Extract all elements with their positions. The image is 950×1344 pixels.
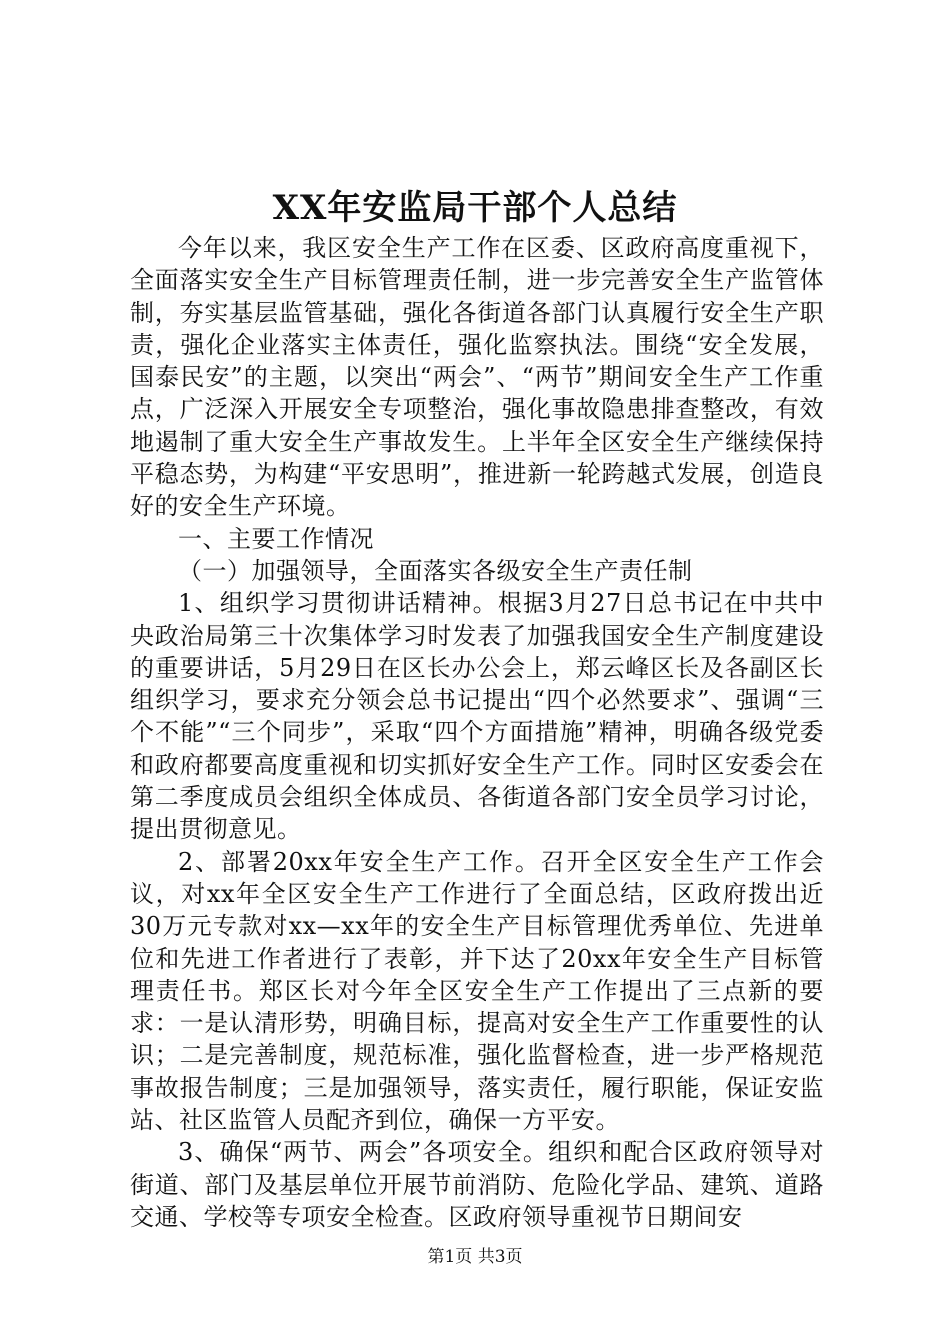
item-paragraph-2: 2、部署20xx年安全生产工作。召开全区安全生产工作会议，对xx年全区安全生产工作进行了全面总结，区政府拨出近30万元专款对xx—xx年的安全生产目标管理优秀单位、先进单位和先进工作者进行了表彰，并下达了20xx年安全生产目标管理责任书。郑区长对今年全区安全生产工作提出了三点新的要求：一是认清形势，明确目标，提高对安全生产工作重要性的认识；二是完善制度，规范标准，强化监督检查，进一步严格规范事故报告制度；三是加强领导，落实责任，履行职能，保证安监站、社区监管人员配齐到位，确保一方平安。 — [130, 847, 824, 1135]
item-paragraph-3: 3、确保“两节、两会”各项安全。组织和配合区政府领导对街道、部门及基层单位开展节前消防、危险化学品、建筑、道路交通、学校等专项安全检查。区政府领导重视节日期间安 — [130, 1138, 824, 1231]
item-paragraph-1: 1、组织学习贯彻讲话精神。根据3月27日总书记在中共中央政治局第三十次集体学习时发表了加强我国安全生产制度建设的重要讲话，5月29日在区长办公会上，郑云峰区长及各副区长组织学习，要求充分领会总书记提出“四个必然要求”、强调“三个不能”“三个同步”，采取“四个方面措施”精神，明确各级党委和政府都要高度重视和切实抓好安全生产工作。同时区安委会在第二季度成员会组织全体成员、各街道各部门安全员学习讨论，提出贯彻意见。 — [130, 589, 824, 844]
intro-paragraph: 今年以来，我区安全生产工作在区委、区政府高度重视下，全面落实安全生产目标管理责任制，进一步完善安全生产监管体制，夯实基层监管基础，强化各街道各部门认真履行安全生产职责，强化企业落实主体责任，强化监察执法。围绕“安全发展，国泰民安”的主题，以突出“两会”、“两节”期间安全生产工作重点，广泛深入开展安全专项整治，强化事故隐患排查整改，有效地遏制了重大安全生产事故发生。上半年全区安全生产继续保持平稳态势，为构建“平安思明”，推进新一轮跨越式发展，创造良好的安全生产环境。 — [130, 234, 824, 521]
section-heading: 一、主要工作情况 — [178, 524, 374, 553]
subsection-heading: （一）加强领导，全面落实各级安全生产责任制 — [178, 556, 693, 585]
document-body — [130, 232, 824, 1233]
page-number-footer: 第1页 共3页 — [427, 1247, 523, 1267]
document-title: XX年安监局干部个人总结 — [272, 188, 678, 228]
